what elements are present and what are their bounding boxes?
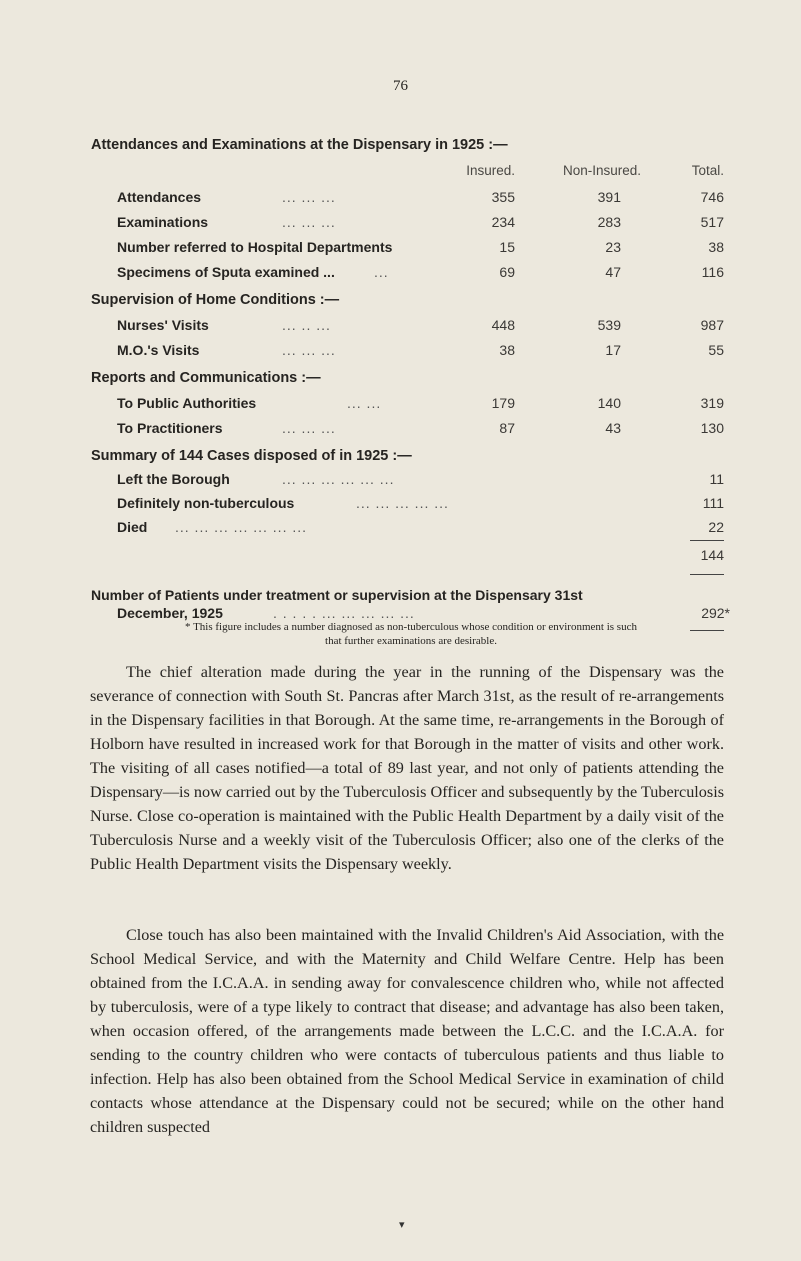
leader-dots: . . . . . ... ... ... ... ...: [273, 605, 415, 621]
section-title-summary: Summary of 144 Cases disposed of in 1925 :—: [91, 448, 412, 464]
paragraph: Close touch has also been maintained with the Invalid Children's Aid Association, with the School Medical Service, and with the Maternity and Child Welfare Centre. Help has been obtained from the I.C.A.A. in sending away for convalescence children who, while not affected by tuberculosis, were of a type likely to contract that disease; and advantage has also been taken, when occasion offered, of the arrangements made between the L.C.C. and the I.C.A.A. for sending to the country children who were contacts of tuberculous patients and thus liable to infection. Help has also been obtained from the School Medical Service in examination of child contacts whose attendance at the Dispensary could not be secured; while on the other hand children suspected: [90, 926, 724, 1136]
section-title-reports: Reports and Communications :—: [91, 370, 321, 386]
patients-row-line1: [0, 587, 801, 607]
non-insured-value: 43: [605, 420, 621, 436]
total-value: 22: [708, 519, 724, 535]
non-insured-value: 140: [597, 395, 621, 411]
leader-dots: ... ... ... ... ... ...: [282, 471, 395, 487]
column-header-insured: Insured.: [466, 163, 515, 178]
total-value: 55: [708, 342, 724, 358]
non-insured-value: 17: [605, 342, 621, 358]
summary-total-row: [0, 547, 801, 567]
table-row: [0, 214, 801, 234]
row-label: Left the Borough: [117, 471, 230, 487]
footnote: [96, 620, 726, 648]
non-insured-value: 47: [605, 264, 621, 280]
total-value: 116: [701, 264, 724, 280]
row-label: Definitely non-tuberculous: [117, 495, 295, 511]
leader-dots: ...: [374, 264, 389, 280]
table-row: [0, 420, 801, 440]
leader-dots: ... ... ...: [282, 214, 336, 230]
total-value: 746: [700, 189, 724, 205]
non-insured-value: 539: [597, 317, 621, 333]
paragraph: The chief alteration made during the year in the running of the Dispensary was the severance of connection with South St. Pancras after March 31st, as the result of re-arrangements in the Dispensary facilities in that Borough. At the same time, re-arrangements in the Borough of Holborn have resulted in increased work for that Borough in the matter of visits and other work. The visiting of all cases notified—a total of 89 last year, and not only of patients attending the Dispensary—is now carried out by the Tuberculosis Officer and subsequently by the Tuberculosis Nurse. Close co-operation is maintained with the Public Health Department by a daily visit of the Tuberculosis Nurse and a weekly visit of the Tuberculosis Officer; also one of the clerks of the Public Health Department visits the Dispensary weekly.: [90, 663, 724, 873]
patients-label: Number of Patients under treatment or supervision at the Dispensary 31st: [91, 587, 583, 603]
total-value: 517: [700, 214, 724, 230]
table-row: [0, 519, 801, 539]
sum-rule-top: [690, 540, 724, 541]
non-insured-value: 283: [597, 214, 621, 230]
insured-value: 355: [491, 189, 515, 205]
table-row: [0, 239, 801, 259]
patients-label-date: December, 1925: [117, 605, 223, 621]
leader-dots: ... .. ...: [282, 317, 331, 333]
row-label: Number referred to Hospital Departments: [117, 239, 393, 255]
table-row: [0, 471, 801, 491]
leader-dots: ... ... ... ... ...: [356, 495, 449, 511]
insured-value: 234: [491, 214, 515, 230]
section-title-supervision: Supervision of Home Conditions :—: [91, 292, 340, 308]
insured-value: 15: [499, 239, 515, 255]
total-value: 130: [700, 420, 724, 436]
table-row: [0, 495, 801, 515]
summary-total-value: 144: [700, 547, 724, 563]
table-row: [0, 264, 801, 284]
patients-value: 292*: [701, 605, 730, 621]
footnote-line: * This figure includes a number diagnosed as non-tuberculous whose condition or environment is such: [185, 621, 637, 633]
footnote-line: that further examinations are desirable.: [325, 635, 497, 647]
non-insured-value: 391: [597, 189, 621, 205]
row-label: M.O.'s Visits: [117, 342, 200, 358]
leader-dots: ... ...: [347, 395, 382, 411]
row-label: Nurses' Visits: [117, 317, 209, 333]
leader-dots: ... ... ...: [282, 420, 336, 436]
table-heading: Attendances and Examinations at the Dispensary in 1925 :—: [91, 137, 508, 153]
leader-dots: ... ... ...: [282, 342, 336, 358]
column-header-total: Total.: [691, 163, 724, 178]
table-row: [0, 317, 801, 337]
insured-value: 448: [491, 317, 515, 333]
total-value: 111: [702, 495, 724, 511]
row-label: To Public Authorities: [117, 395, 257, 411]
total-value: 987: [700, 317, 724, 333]
scan-mark: ▾: [399, 1219, 405, 1231]
table-row: [0, 189, 801, 209]
insured-value: 69: [499, 264, 515, 280]
row-label: Attendances: [117, 189, 202, 205]
total-value: 319: [700, 395, 724, 411]
page-number: 76: [393, 78, 408, 94]
insured-value: 87: [499, 420, 515, 436]
row-label: To Practitioners: [117, 420, 223, 436]
non-insured-value: 23: [605, 239, 621, 255]
leader-dots: ... ... ... ... ... ... ...: [175, 519, 308, 535]
total-value: 11: [709, 471, 724, 487]
column-header-non-insured: Non-Insured.: [562, 163, 641, 178]
leader-dots: ... ... ...: [282, 189, 336, 205]
sum-rule-bottom: [690, 574, 724, 575]
total-value: 38: [708, 239, 724, 255]
table-row: [0, 395, 801, 415]
table-row: [0, 342, 801, 362]
row-label: Died: [117, 519, 148, 535]
row-label: Examinations: [117, 214, 209, 230]
insured-value: 38: [499, 342, 515, 358]
insured-value: 179: [491, 395, 515, 411]
row-label: Specimens of Sputa examined ...: [117, 264, 335, 280]
